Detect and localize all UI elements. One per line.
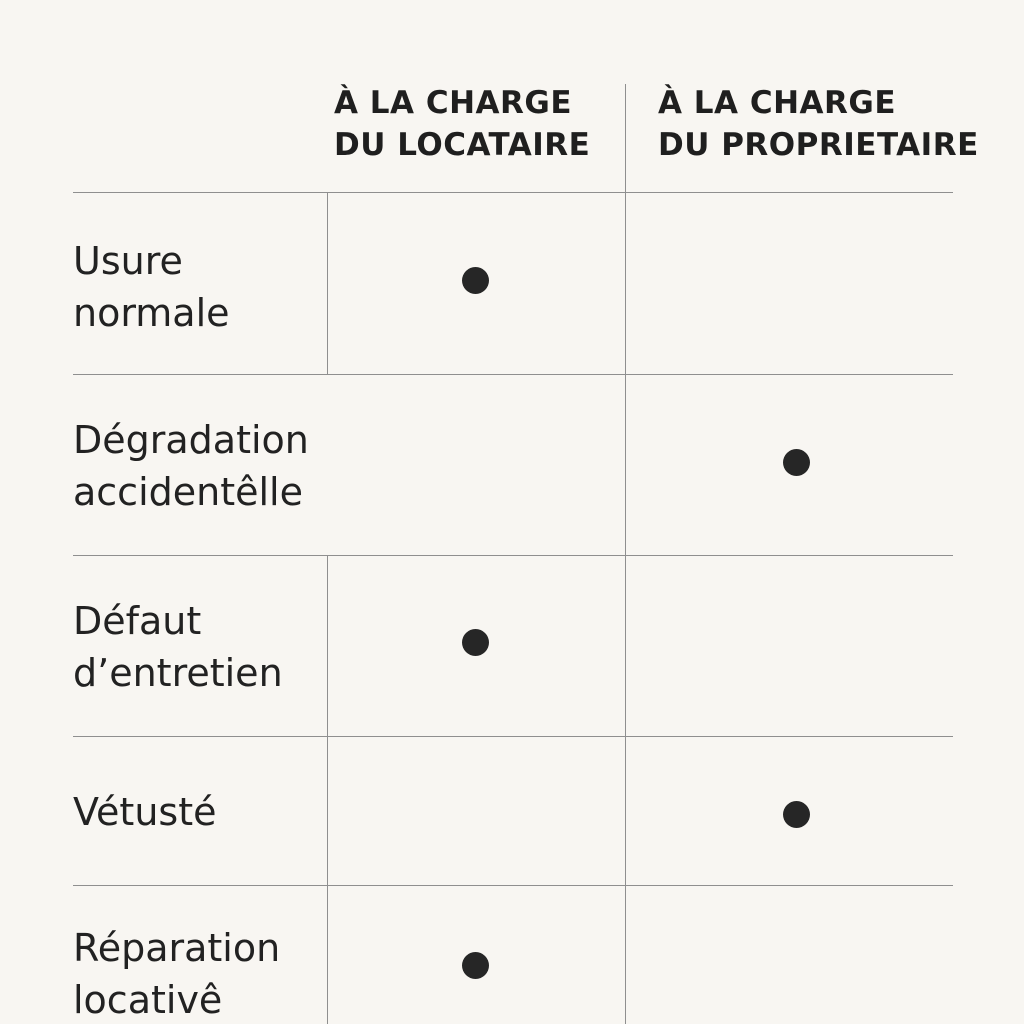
grid-line-row4: [73, 885, 953, 886]
row-label-vetuste: [73, 786, 216, 838]
row-label-degradation-accidentelle: [73, 414, 309, 518]
grid-divider-header: [625, 84, 626, 192]
grid-divider-label-row1: [327, 192, 328, 374]
grid-line-row1: [73, 374, 953, 375]
grid-line-top: [73, 192, 953, 193]
row-label-line1: Dégradation: [73, 418, 309, 462]
grid-line-row2: [73, 555, 953, 556]
dot-degradation-proprietaire: [783, 449, 810, 476]
grid-line-row3: [73, 736, 953, 737]
row-label-defaut-entretien: [73, 595, 283, 699]
column-header-line2: DU PROPRIETAIRE: [658, 127, 979, 163]
dot-reparation-locataire: [462, 952, 489, 979]
dot-defaut-entretien-locataire: [462, 629, 489, 656]
row-label-line2: d’entretien: [73, 651, 283, 695]
grid-divider-columns: [625, 192, 626, 1024]
column-header-proprietaire: [658, 82, 979, 166]
column-header-line2: DU LOCATAIRE: [334, 127, 591, 163]
column-header-line1: À LA CHARGE: [658, 85, 896, 121]
column-header-line1: À LA CHARGE: [334, 85, 572, 121]
dot-vetuste-proprietaire: [783, 801, 810, 828]
row-label-line1: Défaut: [73, 599, 202, 643]
row-label-line1: Réparation: [73, 926, 281, 970]
row-label-line2: accidentêlle: [73, 470, 303, 514]
row-label-line2: locativê: [73, 978, 223, 1022]
row-label-usure-normale: [73, 235, 230, 339]
row-label-reparation-locative: [73, 922, 280, 1024]
column-header-locataire: [334, 82, 590, 166]
row-label-line1: Usure: [73, 239, 183, 283]
dot-usure-normale-locataire: [462, 267, 489, 294]
row-label-line2: normale: [73, 291, 230, 335]
grid-divider-label-row3-5: [327, 555, 328, 1024]
row-label-line1: Vétusté: [73, 790, 217, 834]
